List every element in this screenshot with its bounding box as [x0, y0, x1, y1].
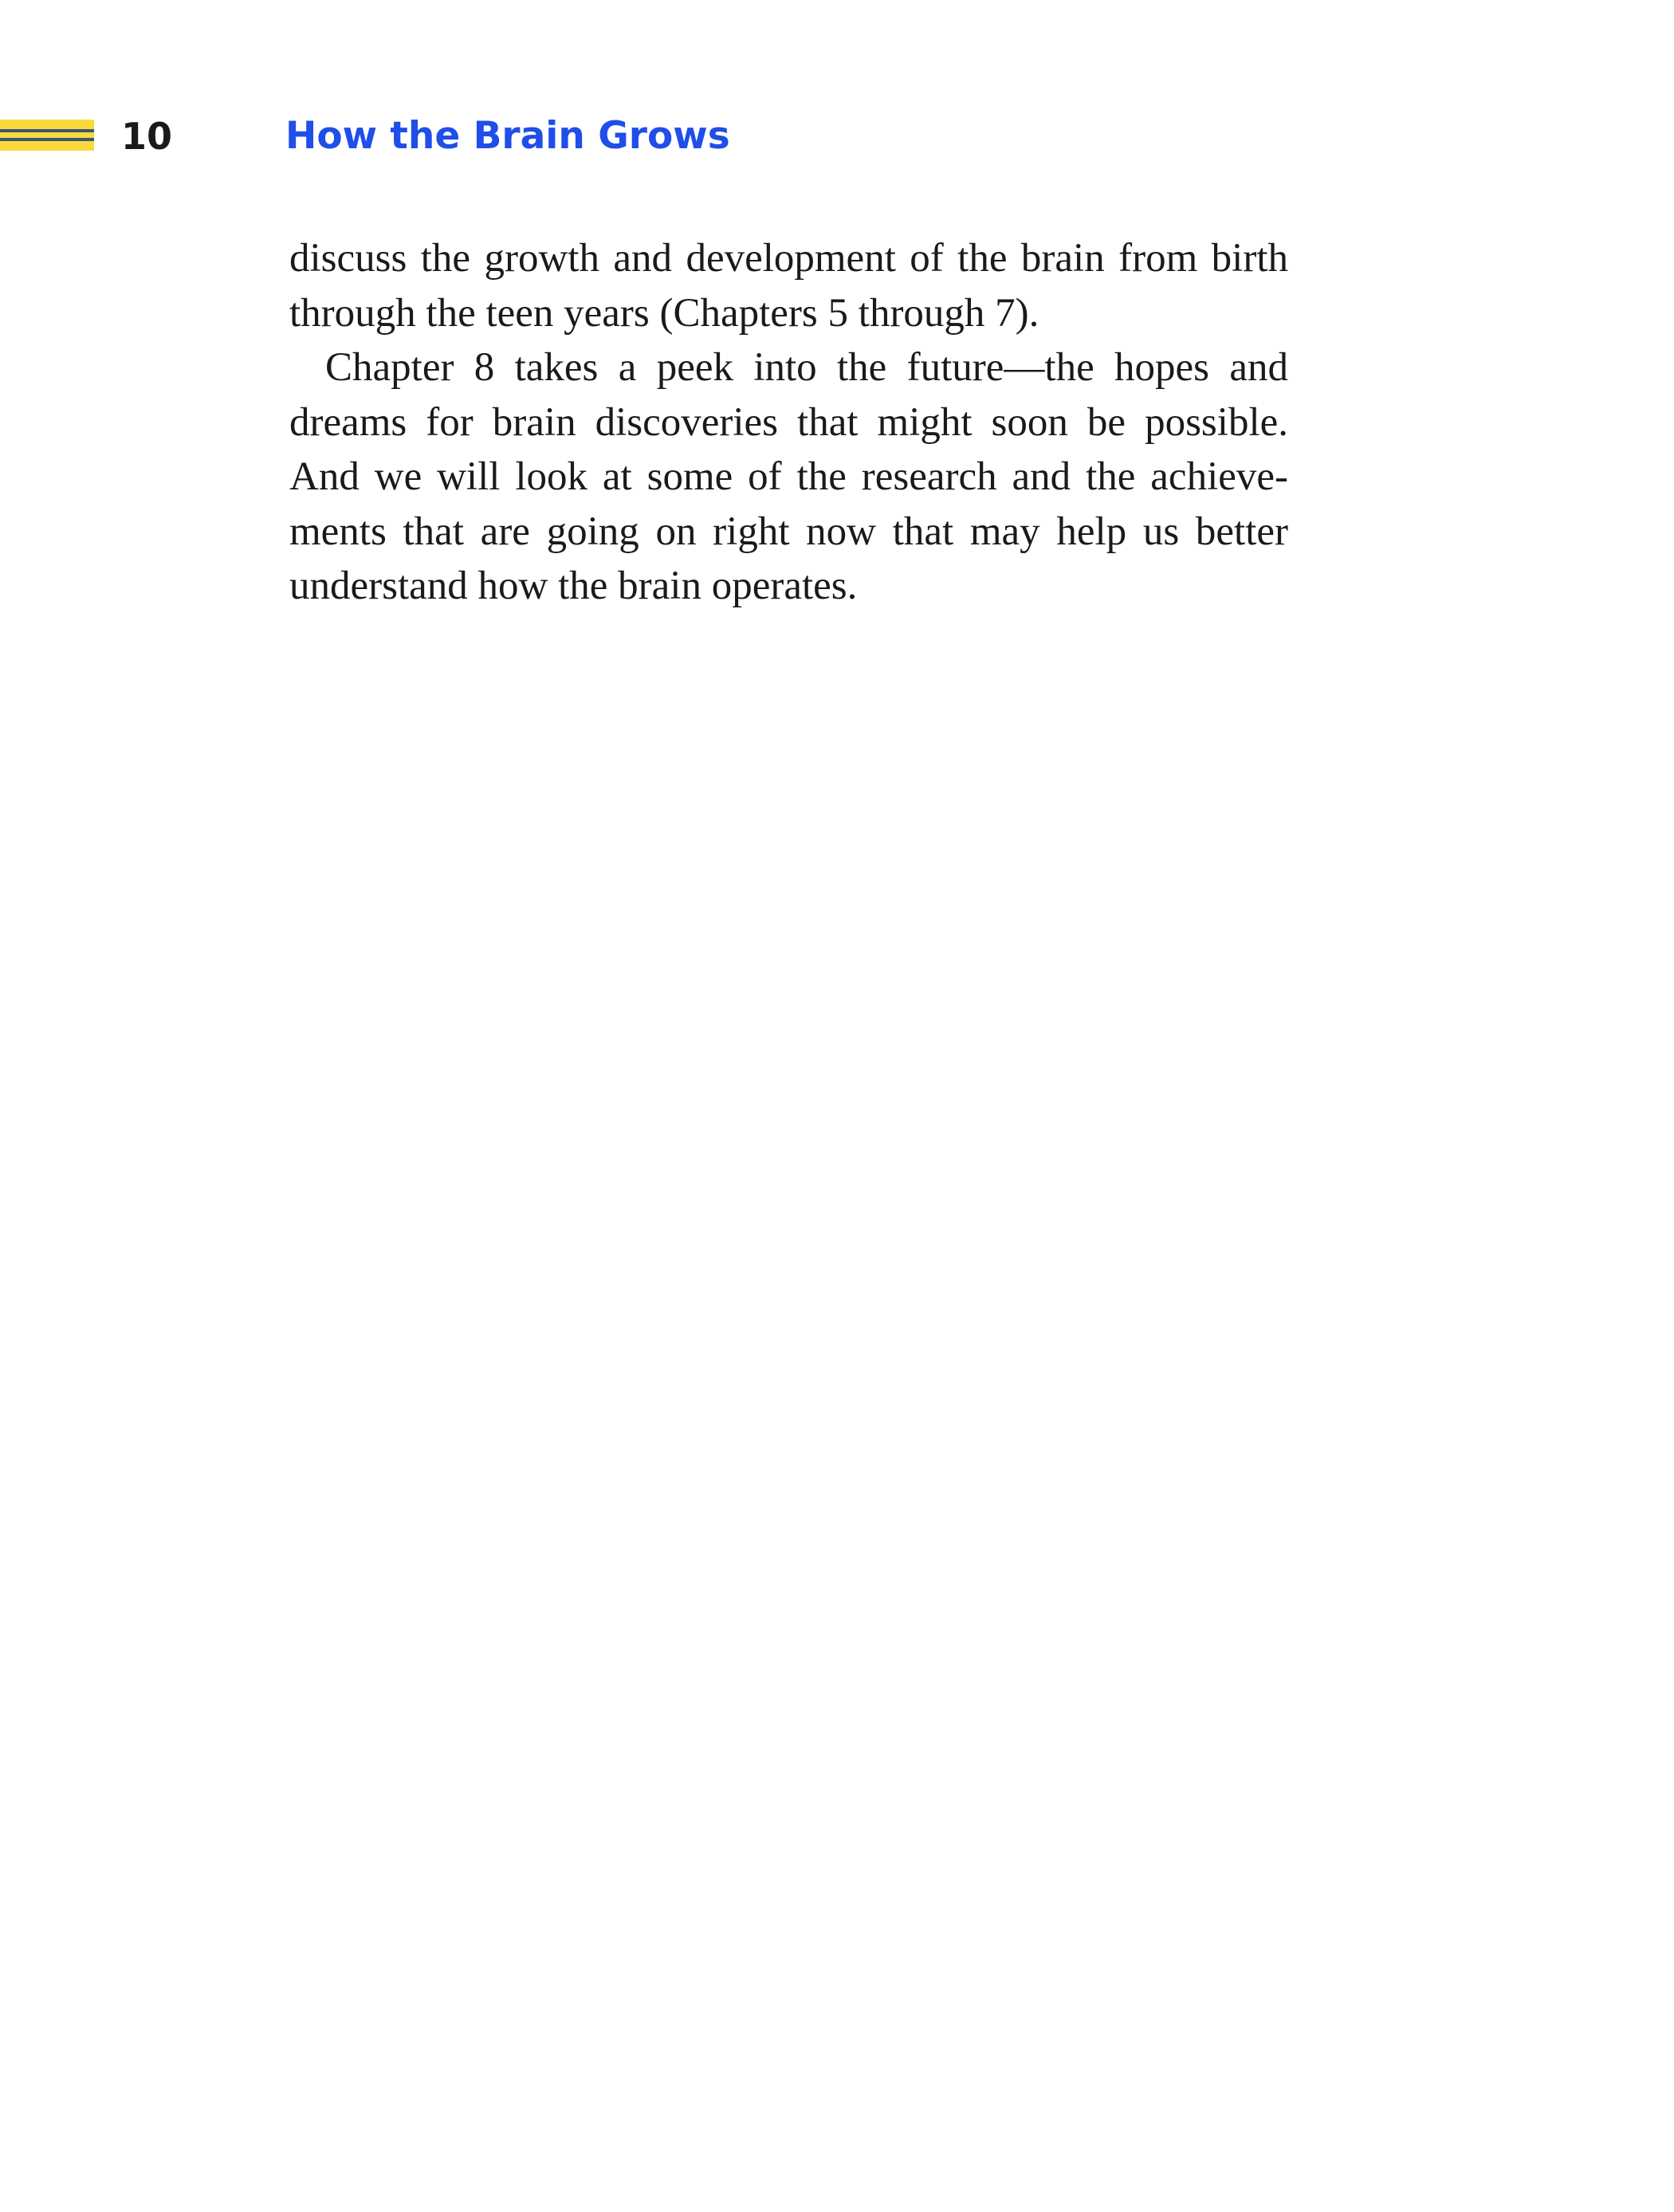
accent-bar-yellow — [0, 120, 94, 129]
paragraph: discuss the growth and development of the brain from birth through the teen years (Chapters 5 through 7). — [289, 236, 1288, 336]
running-title: How the Brain Grows — [285, 114, 730, 158]
accent-bar-yellow — [0, 141, 94, 151]
paragraph: Chapter 8 takes a peek into the future—the hopes and dreams for brain discoveries that might soon be possible. And we will look at some of the research and the achievements that are going on right now that may help us better understand how the brain operates. — [289, 345, 1288, 608]
header-accent-bars — [0, 120, 94, 153]
accent-bar-yellow — [0, 132, 94, 138]
body-text — [289, 231, 1288, 614]
page-number: 10 — [121, 115, 173, 158]
